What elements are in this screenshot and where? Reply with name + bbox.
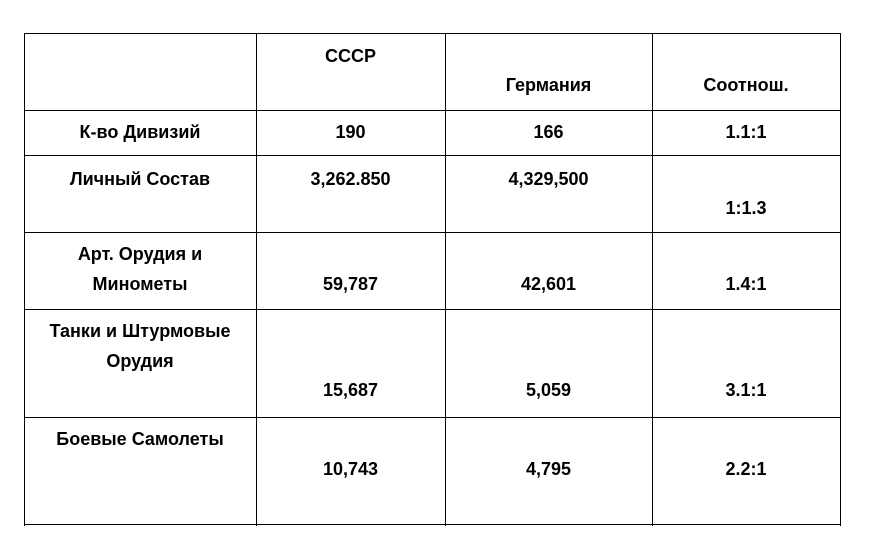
row-label-tanks-line2: Орудия: [106, 351, 174, 371]
cell-ussr-divisions: 190: [335, 122, 366, 142]
cell-ratio-artillery: 1.4:1: [725, 274, 767, 294]
row-label-divisions: К-во Дивизий: [79, 122, 201, 142]
row-label-aircraft: Боевые Самолеты: [56, 429, 224, 449]
row-label-personnel: Личный Состав: [69, 169, 211, 189]
row-divider: [24, 417, 841, 418]
header-ratio: Соотнош.: [703, 75, 789, 95]
header-ussr: СССР: [324, 46, 376, 66]
cell-germany-artillery: 42,601: [520, 274, 577, 294]
cell-germany-aircraft: 4,795: [525, 459, 572, 479]
row-divider: [24, 232, 841, 233]
cell-germany-personnel: 4,329,500: [508, 169, 589, 189]
row-divider: [24, 309, 841, 310]
cell-ratio-aircraft: 2.2:1: [725, 459, 767, 479]
table-border-top: [24, 33, 841, 34]
cell-ratio-tanks: 3.1:1: [725, 380, 767, 400]
cell-ratio-divisions: 1.1:1: [725, 122, 767, 142]
row-label-artillery-line1: Арт. Орудия и: [77, 244, 203, 264]
row-divider: [24, 155, 841, 156]
table-border-right: [840, 33, 841, 526]
cell-ussr-aircraft: 10,743: [322, 459, 379, 479]
header-germany: Германия: [505, 75, 592, 95]
cell-ussr-personnel: 3,262.850: [310, 169, 391, 189]
table-border-bottom: [24, 524, 841, 525]
comparison-table: [24, 33, 841, 526]
row-label-tanks-line1: Танки и Штурмовые: [49, 321, 231, 341]
cell-germany-tanks: 5,059: [525, 380, 572, 400]
cell-germany-divisions: 166: [533, 122, 564, 142]
row-divider: [24, 110, 841, 111]
cell-ussr-artillery: 59,787: [322, 274, 379, 294]
row-label-artillery-line2: Минометы: [92, 274, 188, 294]
cell-ussr-tanks: 15,687: [322, 380, 379, 400]
cell-ratio-personnel: 1:1.3: [725, 198, 767, 218]
